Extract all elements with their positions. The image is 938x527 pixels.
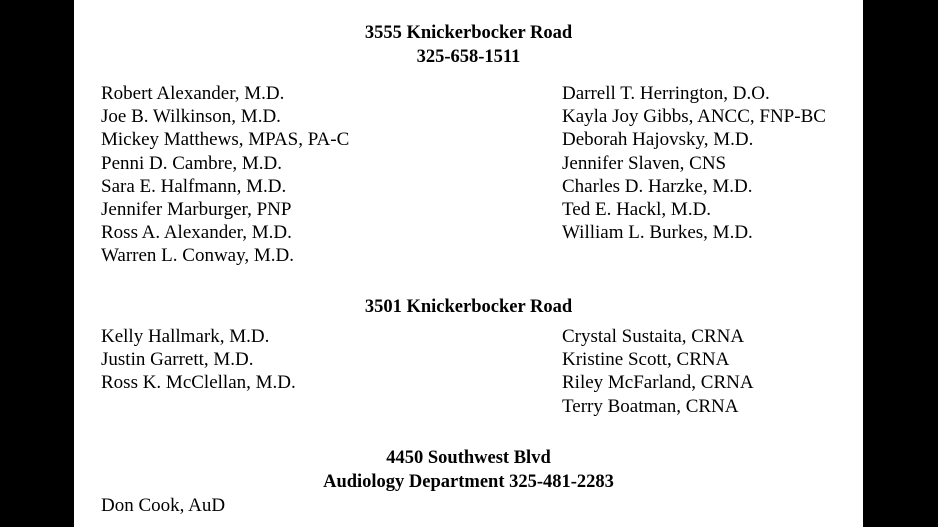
- provider-name: Mickey Matthews, MPAS, PA-C: [101, 129, 350, 151]
- provider-name: Ted E. Hackl, M.D.: [562, 199, 712, 221]
- provider-name: William L. Burkes, M.D.: [562, 222, 753, 244]
- provider-name: Darrell T. Herrington, D.O.: [562, 83, 770, 104]
- provider-name: Kelly Hallmark, M.D.: [101, 326, 270, 347]
- provider-name: Charles D. Harzke, M.D.: [562, 175, 753, 197]
- provider-name: Penni D. Cambre, M.D.: [101, 152, 283, 174]
- provider-name: Kayla Joy Gibbs, ANCC, FNP-BC: [562, 106, 826, 128]
- section-1-left-list: [101, 82, 349, 268]
- section-2-left-list: [101, 325, 296, 395]
- section-2-right-list: [562, 325, 754, 418]
- section-3-department: Audiology Department 325-481-2283: [323, 472, 614, 492]
- section-2-address: 3501 Knickerbocker Road: [364, 297, 573, 317]
- provider-name: Justin Garrett, M.D.: [101, 349, 254, 371]
- provider-name: Sara E. Halfmann, M.D.: [101, 175, 287, 197]
- provider-name: Don Cook, AuD: [101, 495, 226, 516]
- provider-name: Robert Alexander, M.D.: [101, 83, 285, 104]
- section-1-right-list: [562, 82, 826, 244]
- section-1-address: 3555 Knickerbocker Road: [364, 23, 573, 43]
- provider-name: Terry Boatman, CRNA: [562, 395, 739, 417]
- provider-name: Deborah Hajovsky, M.D.: [562, 129, 754, 151]
- provider-name: Jennifer Marburger, PNP: [101, 199, 292, 221]
- provider-name: Warren L. Conway, M.D.: [101, 245, 294, 267]
- section-3-address: 4450 Southwest Blvd: [386, 448, 551, 468]
- provider-name: Jennifer Slaven, CNS: [562, 152, 727, 174]
- provider-name: Ross K. McClellan, M.D.: [101, 372, 296, 394]
- provider-name: Kristine Scott, CRNA: [562, 349, 730, 371]
- directory-page: [74, 0, 863, 527]
- section-1-phone: 325-658-1511: [416, 47, 521, 67]
- provider-name: Ross A. Alexander, M.D.: [101, 222, 292, 244]
- provider-name: Crystal Sustaita, CRNA: [562, 326, 745, 347]
- provider-name: Riley McFarland, CRNA: [562, 372, 754, 394]
- provider-name: Joe B. Wilkinson, M.D.: [101, 106, 281, 128]
